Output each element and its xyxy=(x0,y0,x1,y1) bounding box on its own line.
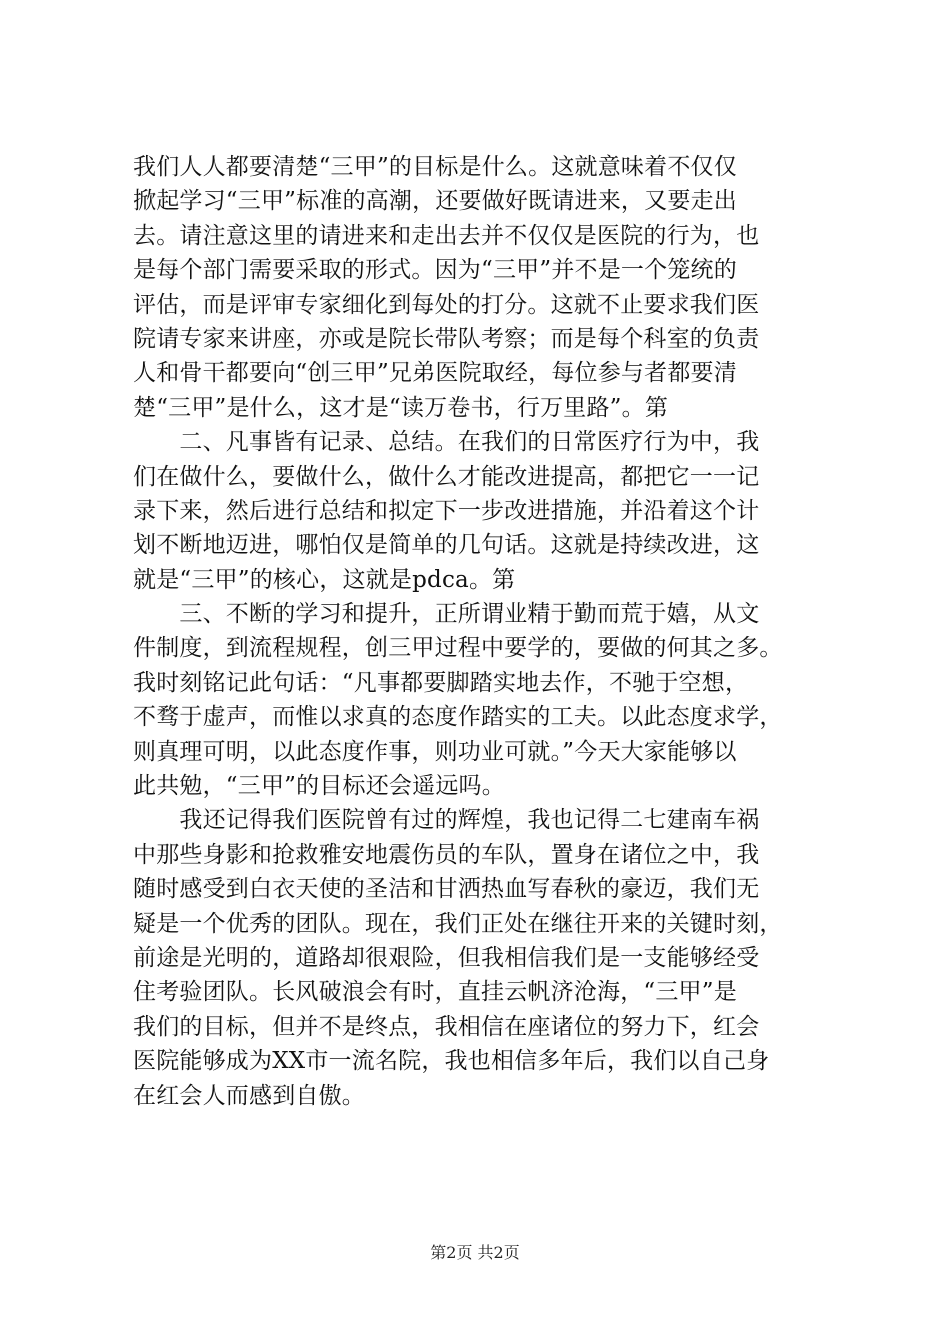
text-line: 院请专家来讲座，亦或是院长带队考察；而是每个科室的负责 xyxy=(133,325,760,352)
text-line: 前途是光明的，道路却很艰险，但我相信我们是一支能够经受 xyxy=(133,944,760,971)
text-line: 医院能够成为XX市一流名院，我也相信多年后，我们以自己身 xyxy=(133,1048,770,1075)
text-line: 中那些身影和抢救雅安地震伤员的车队，置身在诸位之中，我 xyxy=(133,841,760,868)
text-line: 则真理可明，以此态度作事，则功业可就。”今天大家能够以 xyxy=(133,738,737,765)
text-line: 随时感受到白衣天使的圣洁和甘洒热血写春秋的豪迈，我们无 xyxy=(133,876,760,903)
text-line: 住考验团队。长风破浪会有时，直挂云帆济沧海，“三甲”是 xyxy=(133,979,737,1006)
text-line: 是每个部门需要采取的形式。因为“三甲”并不是一个笼统的 xyxy=(133,257,737,284)
text-line: 件制度，到流程规程，创三甲过程中要学的，要做的何其之多。 xyxy=(133,635,783,662)
text-line: 去。请注意这里的请进来和走出去并不仅仅是医院的行为，也 xyxy=(133,222,760,249)
text-line: 划不断地迈进，哪怕仅是简单的几句话。这就是持续改进，这 xyxy=(133,532,760,559)
text-line: 评估，而是评审专家细化到每处的打分。这就不止要求我们医 xyxy=(133,291,760,318)
page-indicator: 第2页 共2页 xyxy=(430,1243,520,1262)
text-line: 疑是一个优秀的团队。现在，我们正处在继往开来的关键时刻， xyxy=(133,910,783,937)
text-line: 就是“三甲”的核心，这就是pdca。第 xyxy=(133,566,516,593)
text-line: 们在做什么，要做什么，做什么才能改进提高，都把它一一记 xyxy=(133,463,760,490)
text-line: 我们人人都要清楚“三甲”的目标是什么。这就意味着不仅仅 xyxy=(133,154,737,180)
body-text xyxy=(133,150,833,1113)
text-line: 楚“三甲”是什么，这才是“读万卷书，行万里路”。第 xyxy=(133,394,669,421)
text-line: 三、不断的学习和提升，正所谓业精于勤而荒于嬉，从文 xyxy=(133,601,760,628)
text-line: 人和骨干都要向“创三甲”兄弟医院取经，每位参与者都要清 xyxy=(133,360,737,387)
text-line: 二、凡事皆有记录、总结。在我们的日常医疗行为中，我 xyxy=(133,429,760,456)
text-line: 我们的目标，但并不是终点，我相信在座诸位的努力下，红会 xyxy=(133,1013,760,1040)
text-line: 此共勉，“三甲”的目标还会遥远吗。 xyxy=(133,773,505,800)
text-line: 不骛于虚声，而惟以求真的态度作踏实的工夫。以此态度求学， xyxy=(133,704,783,731)
text-line: 我时刻铭记此句话：“凡事都要脚踏实地去作，不驰于空想， xyxy=(133,669,749,696)
text-line: 掀起学习“三甲”标准的高潮，还要做好既请进来，又要走出 xyxy=(133,188,737,215)
text-line: 录下来，然后进行总结和拟定下一步改进措施，并沿着这个计 xyxy=(133,497,760,524)
text-line: 我还记得我们医院曾有过的辉煌，我也记得二七建南车祸 xyxy=(133,807,760,834)
page-footer xyxy=(0,1243,950,1263)
text-line: 在红会人而感到自傲。 xyxy=(133,1082,365,1109)
